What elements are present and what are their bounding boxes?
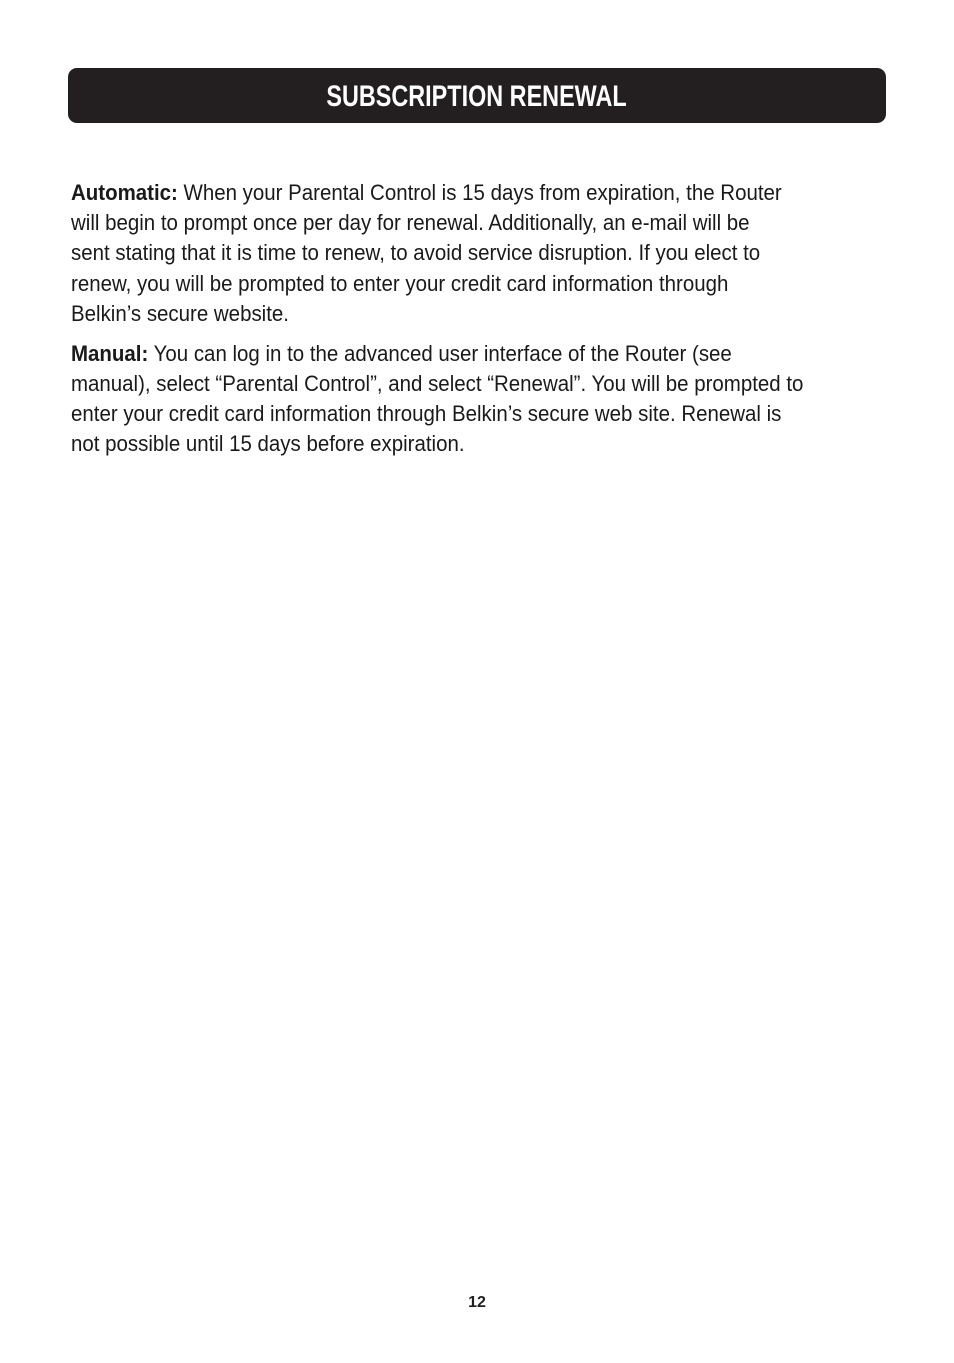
paragraph-manual	[71, 339, 889, 460]
text-line: not possible until 15 days before expiration.	[71, 431, 465, 457]
text-line: renew, you will be prompted to enter your credit card information through	[71, 270, 729, 296]
text-line	[71, 178, 832, 208]
text-line: sent stating that it is time to renew, to avoid service disruption. If you elect to	[71, 240, 761, 266]
text-line: manual), select “Parental Control”, and select “Renewal”. You will be prompted to	[71, 370, 804, 396]
page-title: SUBSCRIPTION RENEWAL	[326, 79, 628, 113]
paragraph-lead-automatic: Automatic:	[71, 180, 178, 205]
text-line: will begin to prompt once per day for renewal. Additionally, an e-mail will be	[71, 210, 750, 236]
body-content	[71, 178, 889, 469]
page-number: 12	[468, 1294, 486, 1311]
text-line-content: You can log in to the advanced user interface of the Router (see	[148, 340, 732, 366]
section-header-bar	[68, 68, 886, 123]
text-line: Belkin’s secure website.	[71, 300, 289, 326]
paragraph-automatic	[71, 178, 889, 329]
text-line: enter your credit card information through Belkin’s secure web site. Renewal is	[71, 400, 782, 426]
text-line-content: When your Parental Control is 15 days from expiration, the Router	[177, 180, 782, 205]
paragraph-lead-manual: Manual:	[71, 340, 149, 366]
text-line	[71, 339, 832, 369]
